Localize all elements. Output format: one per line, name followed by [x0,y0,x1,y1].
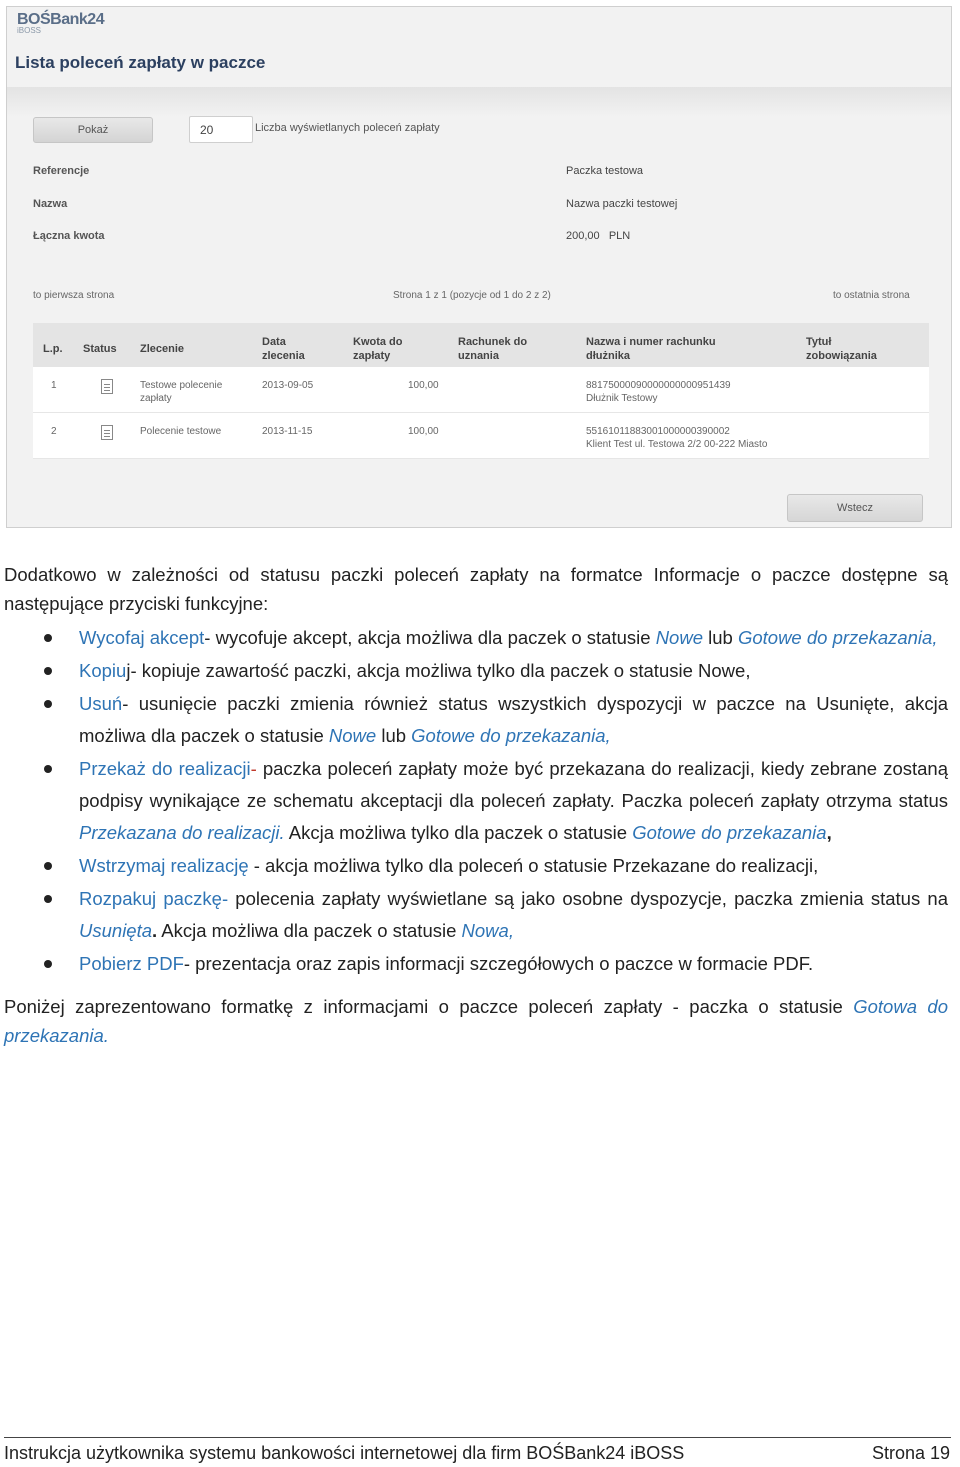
info-label-name: Nazwa [33,198,68,210]
item-text: paczka poleceń zapłaty może być przekazana do realizacji, kiedy zebrane zostaną podpisy wynikające ze schematu akceptacji dla poleceń zapłaty. Paczka poleceń zapłaty otrzyma status [79,758,948,811]
row-date: 2013-09-05 [262,380,314,391]
status-text: Gotowe do przekazania [632,822,827,843]
list-item [4,948,948,980]
table-row[interactable] [33,413,929,459]
page-title: Lista poleceń zapłaty w paczce [15,53,266,72]
list-item [4,688,948,752]
header-title[interactable]: Tytuł zobowiązania [806,336,877,362]
last-page-link[interactable]: to ostatnia strona [833,290,910,301]
item-text: - prezentacja oraz zapis informacji szczegółowych o paczce w formacie PDF. [183,953,814,974]
row-debtor: 55161011883001000000390002 Klient Test ul. Testowa 2/2 00-222 Miasto [586,426,768,450]
app-screenshot [6,6,952,528]
item-text: , [826,822,832,843]
item-text: - usunięcie paczki zmienia również status wszystkich dyspozycji w paczce na Usunięte, akcja możliwa dla paczek o statusie [79,693,948,746]
status-text: Gotowe do przekazania, [737,627,938,648]
row-amount: 100,00 [408,426,439,437]
item-name: Pobierz PDF [79,953,184,974]
item-name-end: j [126,660,131,681]
bank-logo [17,11,127,41]
row-lp: 1 [51,380,57,391]
row-date: 2013-11-15 [262,426,313,437]
item-text: - kopiuje zawartość paczki, akcja możliwa tylko dla paczek o statusie Nowe, [130,660,751,681]
item-text: Akcja możliwa tylko dla paczek o statusie [284,822,633,843]
info-label-reference: Referencje [33,165,90,177]
list-item [4,753,948,849]
header-lp[interactable]: L.p. [43,343,63,355]
row-amount: 100,00 [408,380,439,391]
show-button[interactable]: Pokaż [33,117,153,143]
info-value-reference: Paczka testowa [566,165,644,177]
outro-text: Poniżej zaprezentowano formatkę z informacjami o paczce poleceń zapłaty - paczka o statusie [4,996,843,1017]
header-order[interactable]: Zlecenie [140,343,185,355]
info-value-name: Nazwa paczki testowej [566,198,678,210]
document-icon[interactable] [101,379,113,394]
item-name: Przekaż do realizacji [79,758,251,779]
item-name: Rozpakuj paczkę- [79,888,229,909]
item-name: Wycofaj akcept [79,627,205,648]
row-debtor: 88175000090000000000951439 Dłużnik Testowy [586,380,731,404]
table-header [33,323,929,367]
document-icon[interactable] [101,425,113,440]
item-text: lub [703,627,738,648]
status-text: Nowa, [461,920,514,941]
table-row[interactable] [33,367,929,413]
status-text: Nowe [328,725,377,746]
logo-subtext: iBOSS [17,26,42,35]
row-order: Polecenie testowe [140,426,222,437]
row-order: Testowe polecenie zapłaty [140,380,223,404]
info-value-total: 200,00 PLN [566,230,631,242]
outro-status: Gotowa do przekazania. [4,996,948,1046]
list-item [4,622,948,654]
item-text: . [152,920,158,941]
document-body [4,560,948,1050]
back-button[interactable]: Wstecz [787,494,923,522]
count-label: Liczba wyświetlanych poleceń zapłaty [255,122,440,134]
item-text: Akcja możliwa dla paczek o statusie [157,920,462,941]
page-indicator: Strona 1 z 1 (pozycje od 1 do 2 z 2) [393,290,551,301]
item-text: - akcja możliwa tylko dla poleceń o statusie Przekazane do realizacji, [248,855,819,876]
intro-paragraph: Dodatkowo w zależności od statusu paczki poleceń zapłaty na formatce Informacje o paczce dostępne są następujące przyciski funkcyjne: [4,564,948,614]
item-name: Usuń [79,693,123,714]
item-text: - wycofuje akcept, akcja możliwa dla paczek o statusie [204,627,656,648]
list-item [4,850,948,882]
orders-table [33,323,929,459]
header-date[interactable]: Data zlecenia [262,336,305,362]
footer-title: Instrukcja użytkownika systemu bankowości internetowej dla firm BOŚBank24 iBOSS [4,1443,685,1463]
status-text: Gotowe do przekazania, [411,725,611,746]
status-text: Nowe [655,627,703,648]
footer-divider [4,1437,951,1438]
item-text: lub [376,725,412,746]
logo-text: BOŚBank24 [17,11,105,28]
title-divider [7,87,951,117]
header-account[interactable]: Rachunek do uznania [458,336,528,362]
function-buttons-list [4,622,948,980]
list-item [4,655,948,687]
item-name: Kopiu [79,660,127,681]
outro-paragraph [4,992,948,1050]
first-page-link[interactable]: to pierwsza strona [33,290,115,301]
row-lp: 2 [51,426,57,437]
header-debtor[interactable]: Nazwa i numer rachunku dłużnika [586,336,716,362]
header-status[interactable]: Status [83,343,117,355]
status-text: Przekazana do realizacji. [79,822,285,843]
list-item [4,883,948,947]
info-label-total: Łączna kwota [33,230,105,242]
page-number: Strona 19 [871,1443,950,1463]
status-text: Usunięta [79,920,153,941]
count-input[interactable]: 20 [189,116,253,143]
header-amount[interactable]: Kwota do zapłaty [353,336,403,362]
item-dash: - [250,758,257,779]
item-name: Wstrzymaj realizację [79,855,249,876]
item-text: polecenia zapłaty wyświetlane są jako osobne dyspozycje, paczka zmienia status na [228,888,949,909]
